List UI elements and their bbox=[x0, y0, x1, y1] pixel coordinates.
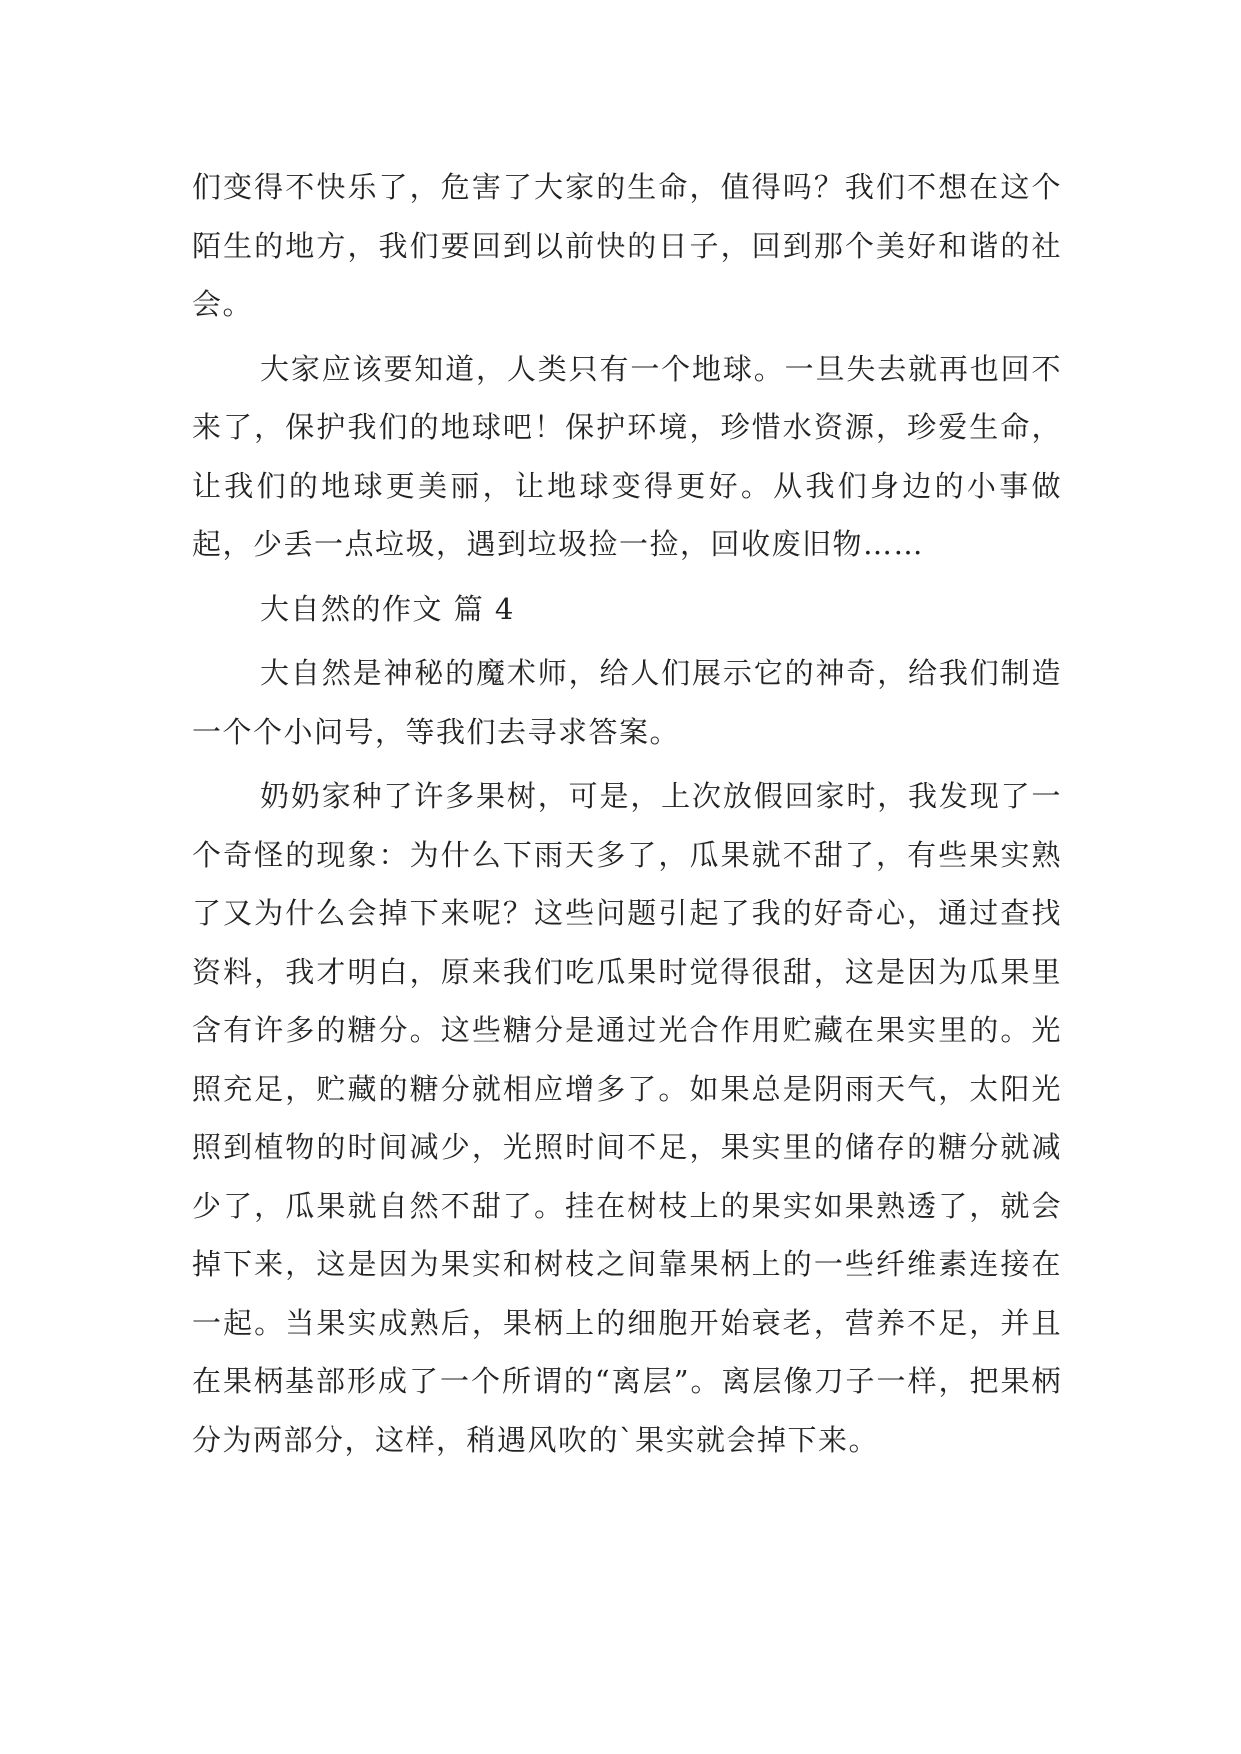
paragraph-1: 们变得不快乐了，危害了大家的生命，值得吗？我们不想在这个陌生的地方，我们要回到以前快的日子，回到那个美好和谐的社会。 bbox=[192, 170, 1062, 321]
paragraph-3: 大自然是神秘的魔术师，给人们展示它的神奇，给我们制造一个个小问号，等我们去寻求答案。 bbox=[192, 656, 1062, 749]
paragraph-2: 大家应该要知道，人类只有一个地球。一旦失去就再也回不来了，保护我们的地球吧！保护环境，珍惜水资源，珍爱生命，让我们的地球更美丽，让地球变得更好。从我们身边的小事做起，少丢一点垃圾，遇到垃圾捡一捡，回收废旧物…… bbox=[192, 351, 1062, 561]
section-heading: 大自然的作文 篇 4 bbox=[260, 591, 515, 626]
article-body bbox=[192, 158, 1062, 1475]
paragraph-4: 奶奶家种了许多果树，可是，上次放假回家时，我发现了一个奇怪的现象：为什么下雨天多了，瓜果就不甜了，有些果实熟了又为什么会掉下来呢？这些问题引起了我的好奇心，通过查找资料，我才明白，原来我们吃瓜果时觉得很甜，这是因为瓜果里含有许多的糖分。这些糖分是通过光合作用贮藏在果实里的。光照充足，贮藏的糖分就相应增多了。如果总是阴雨天气，太阳光照到植物的时间减少，光照时间不足，果实里的储存的糖分就减少了，瓜果就自然不甜了。挂在树枝上的果实如果熟透了，就会掉下来，这是因为果实和树枝之间靠果柄上的一些纤维素连接在一起。当果实成熟后，果柄上的细胞开始衰老，营养不足，并且在果柄基部形成了一个所谓的“离层”。离层像刀子一样，把果柄分为两部分，这样，稍遇风吹的`果实就会掉下来。 bbox=[192, 779, 1062, 1457]
